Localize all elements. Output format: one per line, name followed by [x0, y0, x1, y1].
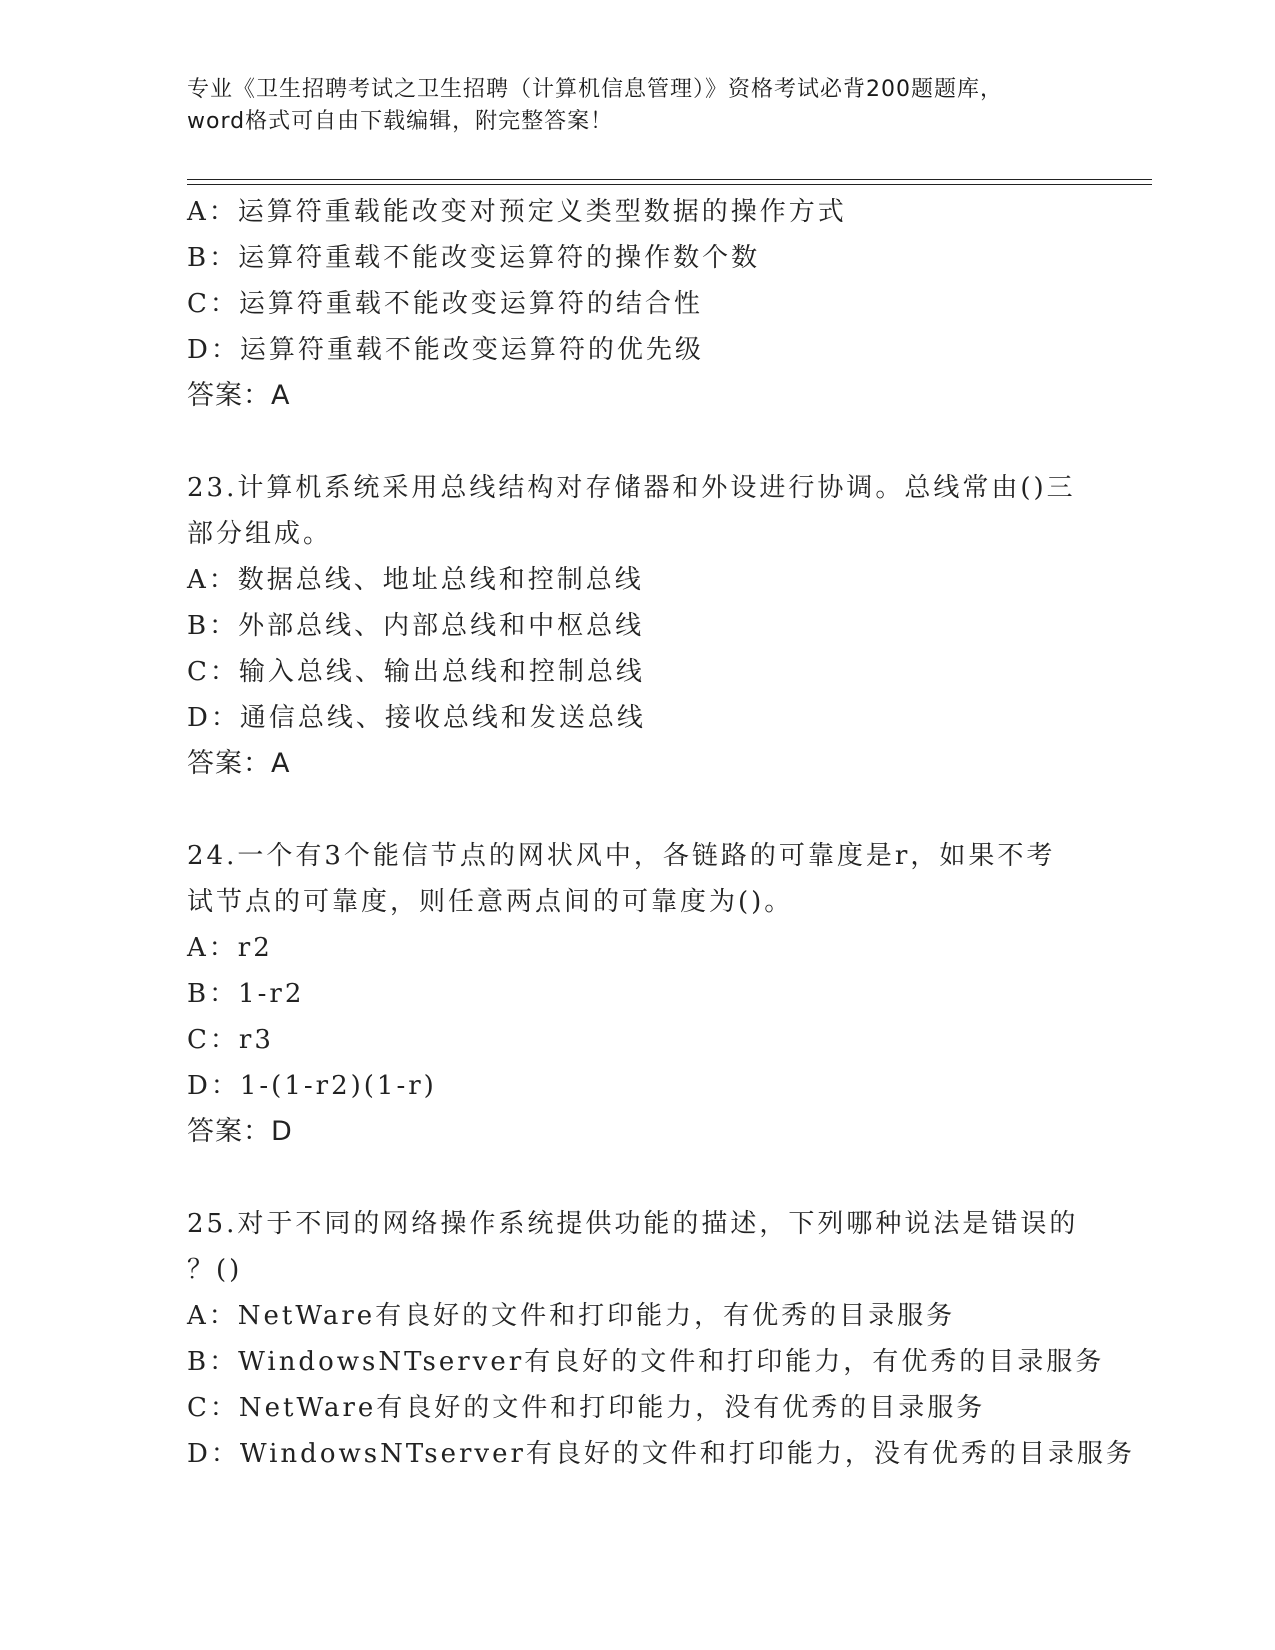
- option-d: D：1-(1-r2)(1-r): [187, 1071, 437, 1101]
- question-25: [187, 1201, 1135, 1477]
- option-d: D：运算符重载不能改变运算符的优先级: [187, 335, 704, 365]
- document-header: [187, 74, 1087, 138]
- header-title-line1: 专业《卫生招聘考试之卫生招聘（计算机信息管理）》资格考试必背200题题库，: [187, 77, 1003, 102]
- option-a: A：r2: [187, 933, 273, 963]
- question-list: [187, 189, 1135, 1477]
- spacer: [187, 419, 1087, 465]
- question-24: [187, 833, 1087, 1155]
- option-a: A：NetWare有良好的文件和打印能力，有优秀的目录服务: [187, 1301, 956, 1331]
- header-title-line2: word格式可自由下载编辑，附完整答案！: [187, 109, 614, 134]
- option-c: C：输入总线、输出总线和控制总线: [187, 657, 645, 687]
- header-divider-bottom: [187, 184, 1152, 185]
- option-b: B：外部总线、内部总线和中枢总线: [187, 611, 645, 641]
- option-c: C：NetWare有良好的文件和打印能力，没有优秀的目录服务: [187, 1393, 986, 1423]
- option-c: C：r3: [187, 1025, 274, 1055]
- header-divider-top: [187, 179, 1152, 180]
- option-d: D：WindowsNTserver有良好的文件和打印能力，没有优秀的目录服务: [187, 1439, 1135, 1469]
- question-stem-line2: ？(): [187, 1255, 243, 1285]
- question-22: [187, 189, 1087, 419]
- spacer: [187, 787, 1087, 833]
- option-b: B：WindowsNTserver有良好的文件和打印能力，有优秀的目录服务: [187, 1347, 1105, 1377]
- question-stem-line1: 23.计算机系统采用总线结构对存储器和外设进行协调。总线常由()三: [187, 473, 1076, 503]
- option-a: A：数据总线、地址总线和控制总线: [187, 565, 644, 595]
- question-stem-line1: 25.对于不同的网络操作系统提供功能的描述，下列哪种说法是错误的: [187, 1209, 1079, 1239]
- question-stem-line1: 24.一个有3个能信节点的网状风中，各链路的可靠度是r，如果不考: [187, 841, 1056, 871]
- option-b: B：运算符重载不能改变运算符的操作数个数: [187, 243, 761, 273]
- option-a: A：运算符重载能改变对预定义类型数据的操作方式: [187, 197, 847, 227]
- question-stem-line2: 试节点的可靠度，则任意两点间的可靠度为()。: [187, 887, 794, 917]
- answer-line: 答案：D: [187, 1116, 293, 1147]
- answer-line: 答案：A: [187, 380, 291, 411]
- question-stem-line2: 部分组成。: [187, 519, 333, 549]
- spacer: [187, 1155, 1087, 1201]
- answer-line: 答案：A: [187, 748, 291, 779]
- option-d: D：通信总线、接收总线和发送总线: [187, 703, 646, 733]
- option-c: C：运算符重载不能改变运算符的结合性: [187, 289, 703, 319]
- question-23: [187, 465, 1087, 787]
- option-b: B：1-r2: [187, 979, 305, 1009]
